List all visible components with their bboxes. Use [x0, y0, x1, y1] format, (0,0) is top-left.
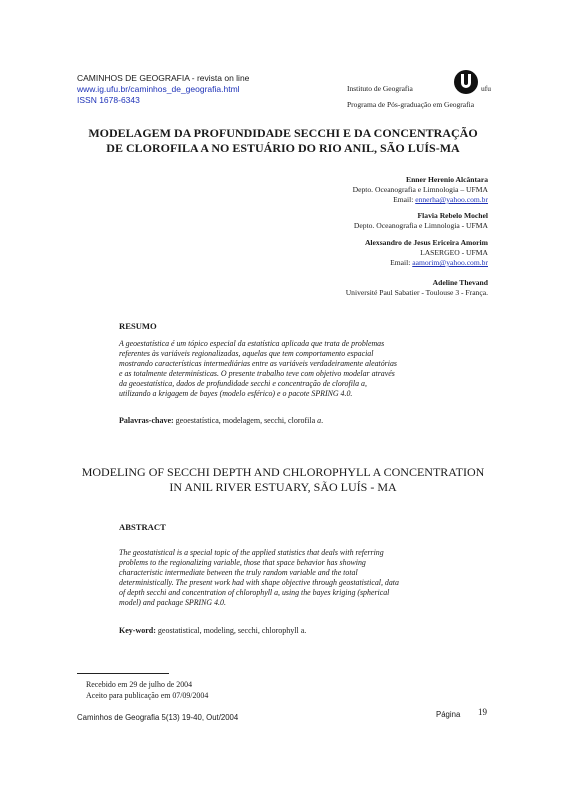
abstract-line: characteristic intermediate between the truly random variable and the total: [119, 568, 358, 577]
author-block-3: [365, 238, 488, 268]
title-pt-line-2: DE CLOROFILA A NO ESTUÁRIO DO RIO ANIL, SÃO LUÍS-MA: [106, 141, 460, 155]
author-name: Flavia Rebelo Mochel: [417, 211, 488, 220]
title-portuguese: [60, 126, 506, 156]
kw-label: Palavras-chave:: [119, 416, 174, 425]
kw-label: Key-word:: [119, 626, 156, 635]
author-block-2: [354, 211, 488, 231]
ufu-logo-icon: [453, 69, 479, 95]
kw-end: .: [321, 416, 324, 425]
resumo-line: e as totalmente determinísticas. O presente trabalho teve com objetivo modelar através: [119, 369, 395, 378]
resumo-line: referentes às variáveis regionalizadas, aquelas que tem comportamento espacial: [119, 349, 374, 358]
journal-name: CAMINHOS DE GEOGRAFIA - revista on line: [77, 73, 250, 83]
palavras-chave: [119, 416, 323, 425]
author-email-link[interactable]: aamorim@yahoo.com.br: [412, 258, 488, 267]
institute-name: Instituto de Geografia: [347, 84, 413, 93]
logo-text: ufu: [481, 84, 491, 93]
email-label: Email:: [390, 258, 411, 267]
author-block-1: [353, 175, 488, 205]
title-en-line-1: MODELING OF SECCHI DEPTH AND CHLOROPHYLL A CONCENTRATION: [81, 465, 485, 479]
kw-text: geostatistical, modeling, secchi, chlorophyll a.: [157, 626, 307, 635]
resumo-line: utilizando a krigagem de bayes (modelo esférico) e o pacote SPRING 4.0.: [119, 389, 353, 398]
author-name: Adeline Thevand: [432, 278, 488, 287]
key-words: [119, 626, 306, 635]
footer-citation: Caminhos de Geografia 5(13) 19-40, Out/2004: [77, 713, 239, 722]
title-pt-line-1: MODELAGEM DA PROFUNDIDADE SECCHI E DA CONCENTRAÇÃO: [88, 126, 478, 140]
resumo-line: A geoestatística é um tópico especial da estatística aplicada que trata de problemas: [119, 339, 385, 348]
author-email-link[interactable]: ennerha@yahoo.com.br: [415, 195, 488, 204]
kw-text: geoestatística, modelagem, secchi, clorofila: [175, 416, 316, 425]
accepted-date: Aceito para publicação em 07/09/2004: [86, 691, 209, 700]
author-affiliation: LASERGEO - UFMA: [420, 248, 488, 257]
resumo-heading: RESUMO: [119, 321, 157, 331]
author-block-4: [346, 278, 488, 298]
author-name: Enner Herenio Alcântara: [406, 175, 488, 184]
page-label: Página: [436, 710, 461, 719]
author-affiliation: Depto. Oceanografia e Limnologia – UFMA: [352, 185, 488, 194]
footnote-divider: [77, 673, 169, 674]
resumo-line: mostrando características intermediárias entre as variáveis verdadeiramente aleatórias: [119, 359, 397, 368]
title-en-line-2: IN ANIL RIVER ESTUARY, SÃO LUÍS - MA: [169, 480, 397, 494]
abstract-line: model) and package SPRING 4.0.: [119, 598, 226, 607]
resumo-line: da geoestatística, dados de profundidade secchi e concentração de clorofila a,: [119, 379, 367, 388]
author-affiliation: Université Paul Sabatier - Toulouse 3 - França.: [345, 288, 488, 297]
abstract-line: of depth secchi and concentration of chlorophyll a, using the bayes kriging (spherical: [119, 588, 390, 597]
title-english: [60, 465, 506, 495]
journal-url[interactable]: www.ig.ufu.br/caminhos_de_geografia.html: [77, 84, 240, 94]
received-date: Recebido em 29 de julho de 2004: [86, 680, 193, 689]
abstract-heading: ABSTRACT: [119, 522, 166, 532]
abstract-line: problems to the regionalizing variable, those that space behavior has showing: [119, 558, 366, 567]
kw-italic: a: [317, 416, 322, 425]
abstract-body: [119, 548, 449, 608]
program-name: Programa de Pós-graduação em Geografia: [347, 100, 475, 109]
email-label: Email:: [393, 195, 414, 204]
page-number: 19: [478, 707, 487, 717]
abstract-line: The geostatistical is a special topic of the applied statistics that deals with referring: [119, 548, 384, 557]
author-name: Alexsandro de Jesus Ericeira Amorim: [364, 238, 488, 247]
journal-issn: ISSN 1678-6343: [77, 95, 140, 105]
resumo-body: [119, 339, 449, 399]
abstract-line: deterministically. The present work had with shape objective through geostatistical, data: [119, 578, 399, 587]
author-affiliation: Depto. Oceanografia e Limnologia - UFMA: [353, 221, 488, 230]
